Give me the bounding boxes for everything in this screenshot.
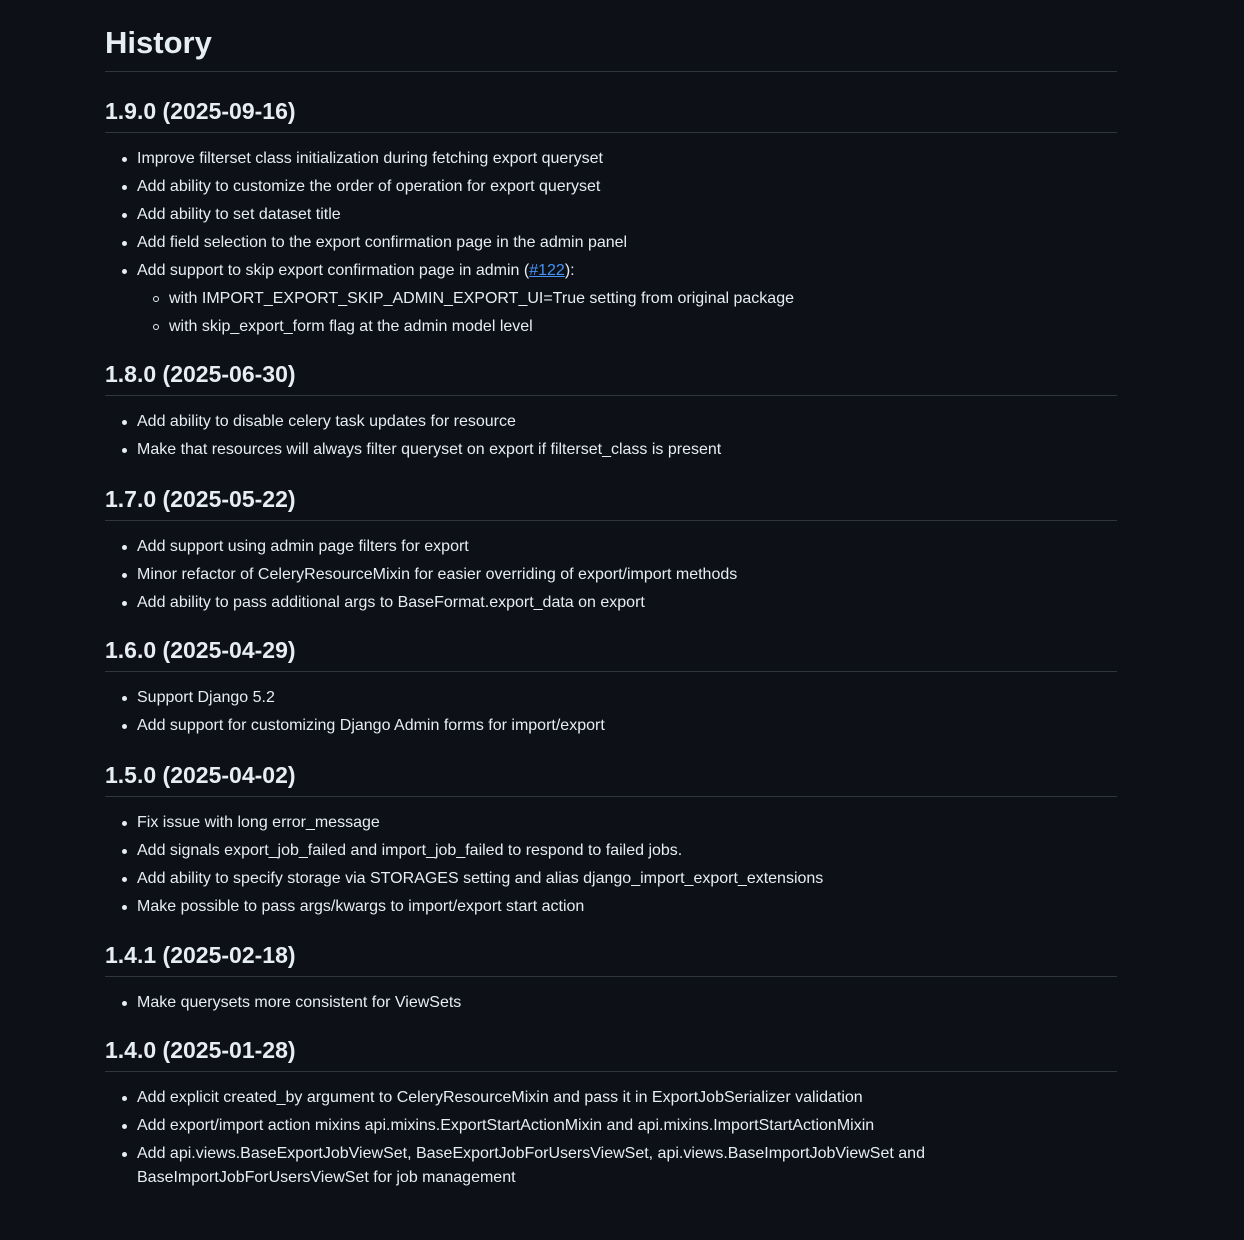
list-item: Add ability to disable celery task updates for resource: [137, 410, 1117, 434]
release-items: [105, 147, 1117, 339]
list-item: Make that resources will always filter queryset on export if filterset_class is present: [137, 438, 1117, 462]
release-items: [105, 535, 1117, 615]
list-item: Add ability to specify storage via STORAGES setting and alias django_import_export_extensions: [137, 867, 1117, 891]
list-item: Add api.views.BaseExportJobViewSet, BaseExportJobForUsersViewSet, api.views.BaseImportJobViewSet and BaseImportJobForUsersViewSet for job management: [137, 1142, 937, 1190]
list-item: Add ability to customize the order of operation for export queryset: [137, 175, 1117, 199]
sub-list-item: with IMPORT_EXPORT_SKIP_ADMIN_EXPORT_UI=True setting from original package: [169, 287, 1117, 311]
release-items: [105, 1086, 1117, 1190]
release-items: [105, 410, 1117, 462]
sub-list: [137, 287, 1117, 339]
release-heading: 1.4.0 (2025-01-28): [105, 1035, 1117, 1072]
page-title: History: [105, 0, 1117, 72]
sub-list-item: with skip_export_form flag at the admin model level: [169, 315, 1117, 339]
release-1-4-0: [105, 1035, 1117, 1190]
release-items: [105, 991, 1117, 1015]
list-item: Add ability to set dataset title: [137, 203, 1117, 227]
list-item: Make querysets more consistent for ViewSets: [137, 991, 1117, 1015]
release-items: [105, 686, 1117, 738]
release-1-9-0: [105, 96, 1117, 339]
list-item: Make possible to pass args/kwargs to import/export start action: [137, 895, 1117, 919]
list-item: Add ability to pass additional args to BaseFormat.export_data on export: [137, 591, 1117, 615]
release-1-7-0: [105, 484, 1117, 615]
list-item: Add signals export_job_failed and import_job_failed to respond to failed jobs.: [137, 839, 1117, 863]
release-1-6-0: [105, 635, 1117, 738]
list-item: Support Django 5.2: [137, 686, 1117, 710]
release-heading: 1.8.0 (2025-06-30): [105, 359, 1117, 396]
list-item: Add explicit created_by argument to CeleryResourceMixin and pass it in ExportJobSerializer validation: [137, 1086, 1117, 1110]
release-heading: 1.5.0 (2025-04-02): [105, 760, 1117, 797]
list-item: Add support using admin page filters for export: [137, 535, 1117, 559]
list-item: Add export/import action mixins api.mixins.ExportStartActionMixin and api.mixins.ImportStartActionMixin: [137, 1114, 1117, 1138]
release-1-8-0: [105, 359, 1117, 462]
release-heading: 1.7.0 (2025-05-22): [105, 484, 1117, 521]
issue-link[interactable]: #122: [529, 262, 565, 279]
release-heading: 1.9.0 (2025-09-16): [105, 96, 1117, 133]
list-item: Improve filterset class initialization during fetching export queryset: [137, 147, 1117, 171]
list-item: Fix issue with long error_message: [137, 811, 1117, 835]
list-item: [137, 259, 1117, 339]
release-1-4-1: [105, 940, 1117, 1015]
release-heading: 1.6.0 (2025-04-29): [105, 635, 1117, 672]
release-items: [105, 811, 1117, 919]
list-item: Add support for customizing Django Admin forms for import/export: [137, 714, 1117, 738]
list-item: Minor refactor of CeleryResourceMixin for easier overriding of export/import methods: [137, 563, 1117, 587]
release-1-5-0: [105, 760, 1117, 919]
list-item: Add field selection to the export confirmation page in the admin panel: [137, 231, 1117, 255]
list-item-text-suffix: ):: [564, 262, 575, 279]
list-item-text: Add support to skip export confirmation page in admin (: [137, 262, 530, 279]
changelog-document: [105, 0, 1117, 1194]
release-heading: 1.4.1 (2025-02-18): [105, 940, 1117, 977]
